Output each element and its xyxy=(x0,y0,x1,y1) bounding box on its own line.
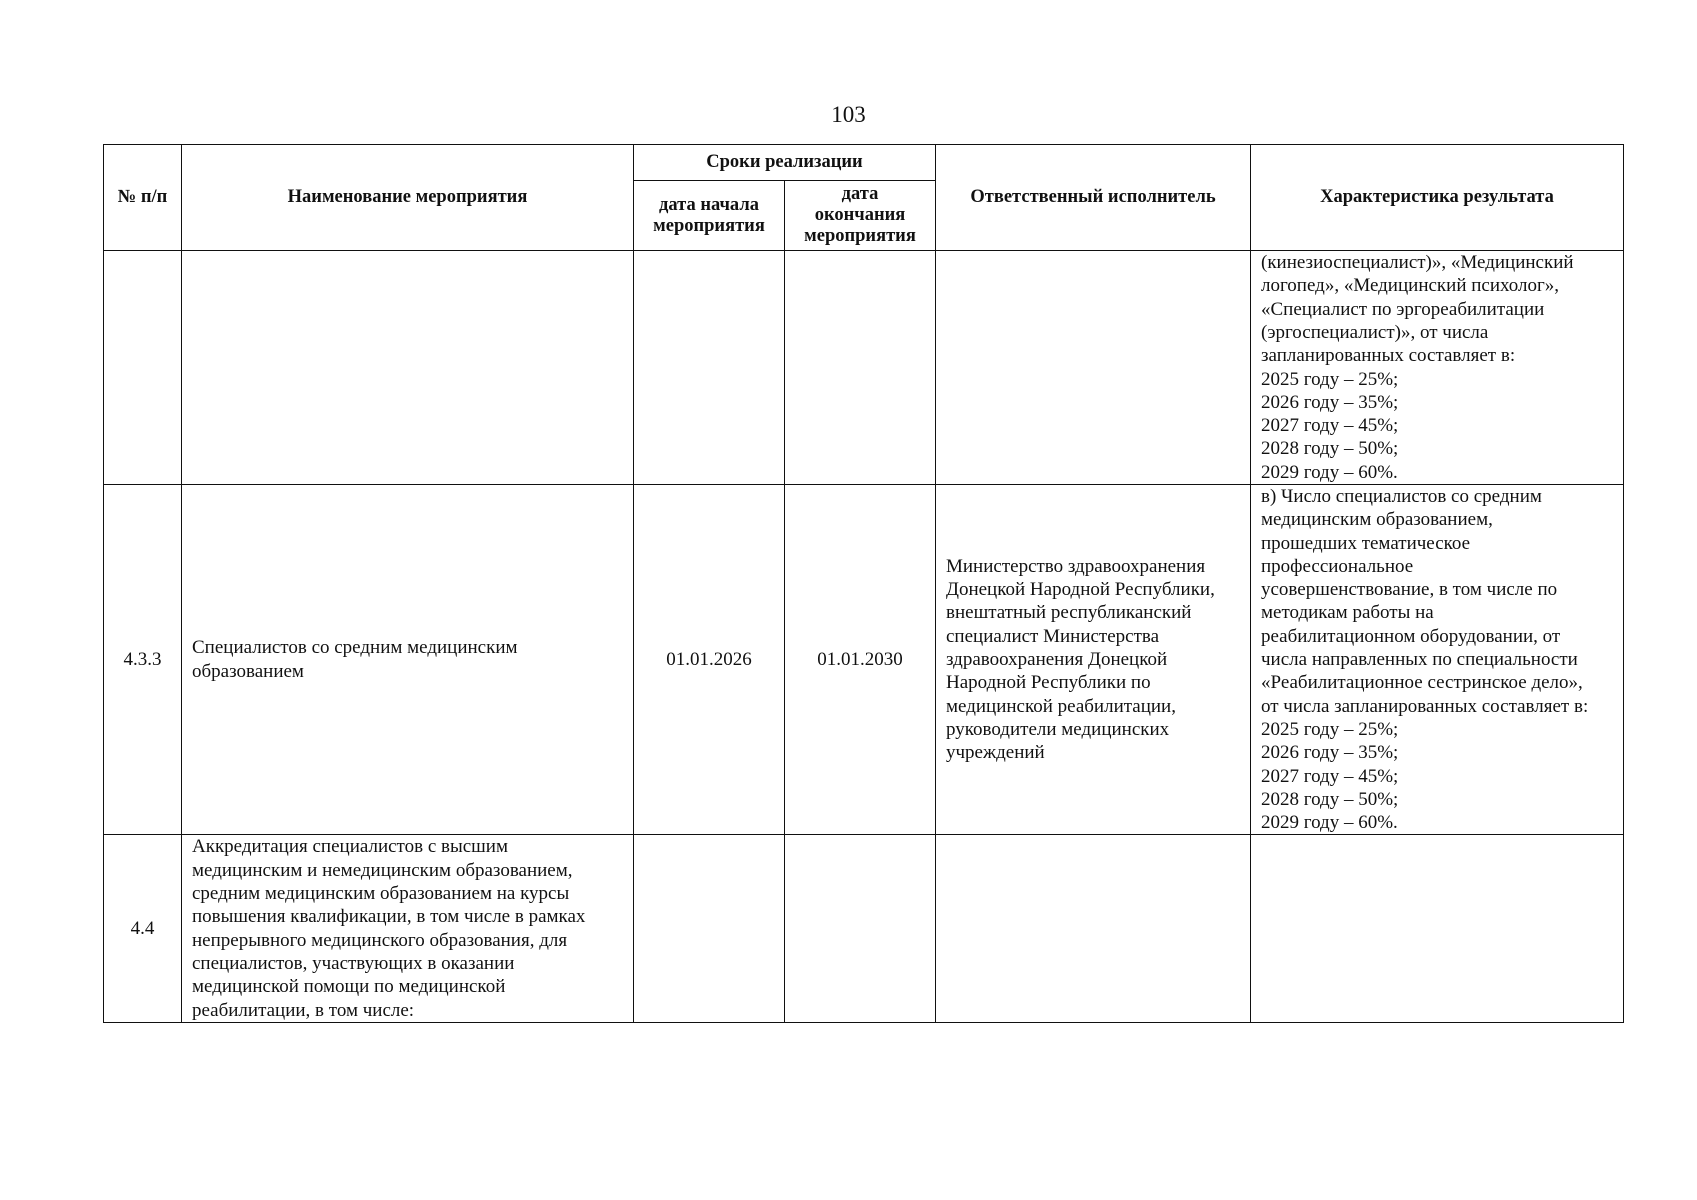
text-line: Министерство здравоохранения xyxy=(946,555,1206,577)
row-result xyxy=(1251,835,1624,1022)
row-num: 4.4 xyxy=(104,835,182,1022)
row-result xyxy=(1251,485,1624,835)
text-line: числа направленных по специальности xyxy=(1261,649,1578,671)
text-line: 2028 году – 50%; xyxy=(1261,788,1399,810)
text-line: специалист Министерства xyxy=(946,625,1160,647)
text-line: учреждений xyxy=(946,742,1045,764)
text-line: медицинским и немедицинским образованием, xyxy=(192,859,573,881)
row-num xyxy=(104,251,182,485)
header-executor: Ответственный исполнитель xyxy=(936,145,1251,251)
result-lines xyxy=(1261,251,1613,484)
header-result: Характеристика результата xyxy=(1251,145,1624,251)
text-line: медицинской помощи по медицинской xyxy=(192,976,506,998)
executor-lines xyxy=(946,555,1240,765)
text-line: логопед», «Медицинский психолог», xyxy=(1261,275,1560,297)
row-executor xyxy=(936,485,1251,835)
row-end-date xyxy=(785,251,936,485)
row-start-date xyxy=(634,835,785,1022)
row-num: 4.3.3 xyxy=(104,485,182,835)
row-end-date: 01.01.2030 xyxy=(785,485,936,835)
row-start-date xyxy=(634,251,785,485)
text-line: средним медицинским образованием на курсы xyxy=(192,883,570,905)
text-line: Донецкой Народной Республики, xyxy=(946,579,1215,601)
text-line: Народной Республики по xyxy=(946,672,1151,694)
text-line: «Реабилитационное сестринское дело», xyxy=(1261,672,1583,694)
text-line: профессиональное xyxy=(1261,555,1414,577)
text-line: от числа запланированных составляет в: xyxy=(1261,695,1589,717)
header-end-date: дата окончания мероприятия xyxy=(785,181,936,251)
text-line: усовершенствование, в том числе по xyxy=(1261,579,1558,601)
text-line: реабилитации, в том числе: xyxy=(192,999,415,1021)
row-start-date: 01.01.2026 xyxy=(634,485,785,835)
text-line: запланированных составляет в: xyxy=(1261,345,1516,367)
table-row xyxy=(104,485,1624,835)
text-line: 2029 году – 60%. xyxy=(1261,461,1398,483)
row-result xyxy=(1251,251,1624,485)
table-row xyxy=(104,251,1624,485)
text-line: внештатный республиканский xyxy=(946,602,1192,624)
text-line: 2027 году – 45%; xyxy=(1261,765,1399,787)
text-line: Аккредитация специалистов с высшим xyxy=(192,836,508,858)
text-line: в) Число специалистов со средним xyxy=(1261,486,1542,507)
text-line: реабилитационном оборудовании, от xyxy=(1261,625,1561,647)
text-line: методикам работы на xyxy=(1261,602,1434,624)
table-header-row xyxy=(104,145,1624,181)
text-line: 2026 году – 35%; xyxy=(1261,391,1399,413)
row-executor xyxy=(936,835,1251,1022)
text-line: 2025 году – 25%; xyxy=(1261,718,1399,740)
row-name xyxy=(182,251,634,485)
name-lines xyxy=(192,636,623,683)
activity-plan-table xyxy=(103,144,1624,1023)
text-line: 2026 году – 35%; xyxy=(1261,742,1399,764)
text-line: (эргоспециалист)», от числа xyxy=(1261,321,1489,343)
text-line: здравоохранения Донецкой xyxy=(946,649,1168,671)
row-executor xyxy=(936,251,1251,485)
text-line: образованием xyxy=(192,660,304,682)
table-row xyxy=(104,835,1624,1022)
header-num: № п/п xyxy=(104,145,182,251)
page-number: 103 xyxy=(831,102,866,127)
row-end-date xyxy=(785,835,936,1022)
row-name xyxy=(182,835,634,1022)
text-line: (кинезиоспециалист)», «Медицинский xyxy=(1261,252,1574,274)
text-line: специалистов, участвующих в оказании xyxy=(192,952,515,974)
text-line: медицинской реабилитации, xyxy=(946,695,1176,717)
text-line: руководители медицинских xyxy=(946,718,1170,740)
header-timing: Сроки реализации xyxy=(634,145,936,181)
text-line: Специалистов со средним медицинским xyxy=(192,637,518,659)
text-line: 2025 году – 25%; xyxy=(1261,368,1399,390)
header-name: Наименование мероприятия xyxy=(182,145,634,251)
text-line: «Специалист по эргореабилитации xyxy=(1261,298,1545,320)
text-line: медицинским образованием, xyxy=(1261,509,1493,531)
result-lines xyxy=(1261,485,1613,834)
text-line: непрерывного медицинского образования, для xyxy=(192,929,568,951)
text-line: 2028 году – 50%; xyxy=(1261,438,1399,460)
header-start-date: дата начала мероприятия xyxy=(634,181,785,251)
name-lines xyxy=(192,835,623,1021)
text-line: 2027 году – 45%; xyxy=(1261,415,1399,437)
text-line: 2029 году – 60%. xyxy=(1261,812,1398,834)
text-line: прошедших тематическое xyxy=(1261,532,1471,554)
row-name xyxy=(182,485,634,835)
text-line: повышения квалификации, в том числе в рамках xyxy=(192,906,586,928)
